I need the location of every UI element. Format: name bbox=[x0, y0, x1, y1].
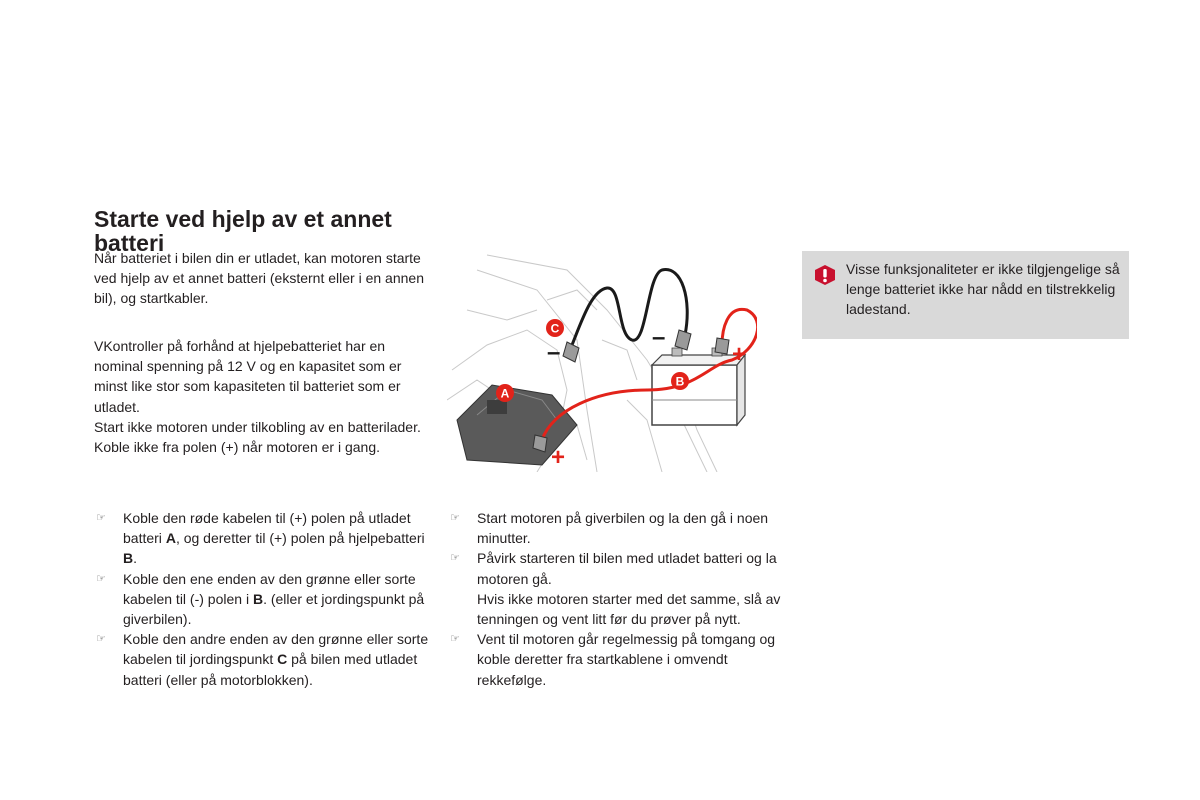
precheck-line: Start ikke motoren under tilkobling av en batterilader. bbox=[94, 418, 421, 435]
pointing-hand-icon: ☞ bbox=[96, 572, 106, 585]
list-item: ☞ Påvirk starteren til bilen med utladet batteri og la motoren gå. Hvis ikke motoren starter med det samme, slå av tenningen og vent litt før du prøver på nytt. bbox=[448, 548, 788, 629]
minus-mark-c: – bbox=[547, 339, 561, 366]
warning-note bbox=[802, 251, 1129, 339]
label-b-text: B bbox=[675, 374, 685, 389]
label-a bbox=[496, 384, 514, 402]
warning-text: Visse funksjonaliteter er ikke tilgjengelige så lenge batteriet ikke har nådd en tilstrekkelig ladestand. bbox=[846, 261, 1120, 318]
warning-exclamation-icon bbox=[814, 264, 836, 286]
list-item: ☞ Koble den røde kabelen til (+) polen på utladet batteri A, og deretter til (+) polen på hjelpebatteri B. bbox=[96, 510, 425, 567]
steps-list-right bbox=[448, 508, 788, 690]
black-cable bbox=[572, 270, 687, 345]
pointing-hand-icon: ☞ bbox=[450, 512, 460, 524]
plus-mark-b: + bbox=[732, 341, 747, 368]
minus-mark-b: – bbox=[652, 324, 666, 351]
label-b bbox=[671, 372, 689, 390]
precheck-line: Koble ikke fra polen (+) når motoren er i gang. bbox=[94, 439, 380, 456]
jump-start-illustration bbox=[447, 250, 757, 472]
label-c bbox=[546, 319, 564, 337]
pointing-hand-icon: ☞ bbox=[96, 512, 106, 524]
pointing-hand-icon: ☞ bbox=[96, 633, 106, 646]
list-item: ☞ Koble den andre enden av den grønne eller sorte kabelen til jordingspunkt C på bilen med utladet batteri (eller på motorblokken). bbox=[96, 631, 429, 688]
label-c-text: C bbox=[550, 321, 560, 336]
pointing-hand-icon: ☞ bbox=[450, 552, 460, 565]
intro-paragraph: Når batteriet i bilen din er utladet, kan motoren starte ved hjelp av et annet batteri (eksternt eller i en annen bil), og startkabler. bbox=[94, 250, 424, 307]
precheck-line: VKontroller på forhånd at hjelpebatteriet har en nominal spenning på 12 V og en kapasitet som er minst like stor som kapasiteten til batteriet som er utladet. bbox=[94, 338, 402, 415]
label-a-text: A bbox=[500, 386, 510, 401]
plus-mark-a: + bbox=[551, 444, 566, 471]
steps-list-left bbox=[94, 508, 439, 690]
precheck-paragraph bbox=[94, 336, 434, 457]
list-item: ☞ Vent til motoren går regelmessig på tomgang og koble deretter fra startkablene i omvendt rekkefølge. bbox=[450, 631, 776, 688]
pointing-hand-icon: ☞ bbox=[450, 633, 460, 646]
list-item-extra: Hvis ikke motoren starter med det samme, slå av tenningen og vent litt før du prøver på nytt. bbox=[477, 590, 781, 628]
page-title: Starte ved hjelp av et annet batteri bbox=[94, 206, 392, 257]
list-item: ☞ Koble den ene enden av den grønne eller sorte kabelen til (-) polen i B. (eller et jordingspunkt på giverbilen). bbox=[96, 570, 425, 628]
list-item: ☞ Start motoren på giverbilen og la den gå i noen minutter. bbox=[450, 510, 769, 547]
